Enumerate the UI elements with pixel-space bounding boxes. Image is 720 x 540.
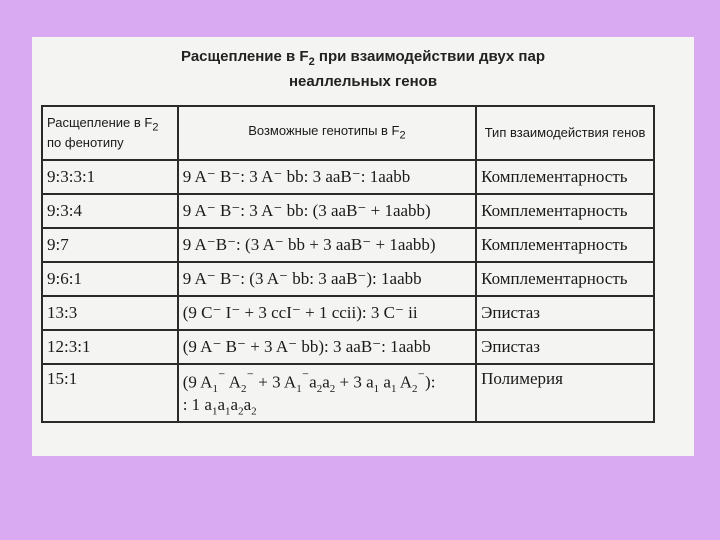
title-line-2: неаллельных генов — [288, 73, 438, 90]
table-row — [42, 194, 654, 228]
type-cell: Эпистаз — [476, 296, 654, 330]
ratio-cell: 15:1 — [42, 364, 178, 422]
type-cell: Полимерия — [476, 364, 654, 422]
table-row — [42, 160, 654, 194]
genotype-cell: 9 A⁻ B⁻: (3 A⁻ bb: 3 aaB⁻): 1aabb — [178, 262, 476, 296]
table-title — [32, 47, 694, 91]
type-cell: Комплементарность — [476, 160, 654, 194]
header-genotypes: Возможные генотипы в $F_2$ — [178, 106, 476, 160]
genotype-cell: (9 $A_1^{^-}$ $A_2^{^-} + 3$ $A_1^{^-}a_2a_2 + 3$ $a_1$ $a_1$ $A_2^{^-}$): : 1 $a_1a_1a_2a_2$ — [178, 364, 476, 422]
ratio-cell: 9:6:1 — [42, 262, 178, 296]
scanned-table-image — [32, 37, 694, 456]
header-phenotype-ratio: Расщепление в $F_2$ по фенотипу — [42, 106, 178, 160]
ratio-cell: 9:3:4 — [42, 194, 178, 228]
ratio-cell: 12:3:1 — [42, 330, 178, 364]
interaction-table — [41, 105, 655, 423]
table-row — [42, 330, 654, 364]
genotype-cell: (9 A⁻ B⁻ + 3 A⁻ bb): 3 aaB⁻: 1aabb — [178, 330, 476, 364]
header-interaction-type: Тип взаимодействия генов — [476, 106, 654, 160]
type-cell: Комплементарность — [476, 228, 654, 262]
ratio-cell: 9:7 — [42, 228, 178, 262]
type-cell: Эпистаз — [476, 330, 654, 364]
ratio-cell: 13:3 — [42, 296, 178, 330]
table-row — [42, 228, 654, 262]
genotype-cell: 9 A⁻B⁻: (3 A⁻ bb + 3 aaB⁻ + 1aabb) — [178, 228, 476, 262]
type-cell: Комплементарность — [476, 194, 654, 228]
title-line-1: Расщепление в $F_2$ при взаимодействии двух пар — [181, 48, 545, 68]
header-row — [42, 106, 654, 160]
table-row — [42, 296, 654, 330]
type-cell: Комплементарность — [476, 262, 654, 296]
genotype-cell: 9 A⁻ B⁻: 3 A⁻ bb: 3 aaB⁻: 1aabb — [178, 160, 476, 194]
ratio-cell: 9:3:3:1 — [42, 160, 178, 194]
genotype-cell: (9 C⁻ I⁻ + 3 ccI⁻ + 1 ccii): 3 C⁻ ii — [178, 296, 476, 330]
genotype-cell: 9 A⁻ B⁻: 3 A⁻ bb: (3 aaB⁻ + 1aabb) — [178, 194, 476, 228]
table-row — [42, 262, 654, 296]
table-row — [42, 364, 654, 422]
